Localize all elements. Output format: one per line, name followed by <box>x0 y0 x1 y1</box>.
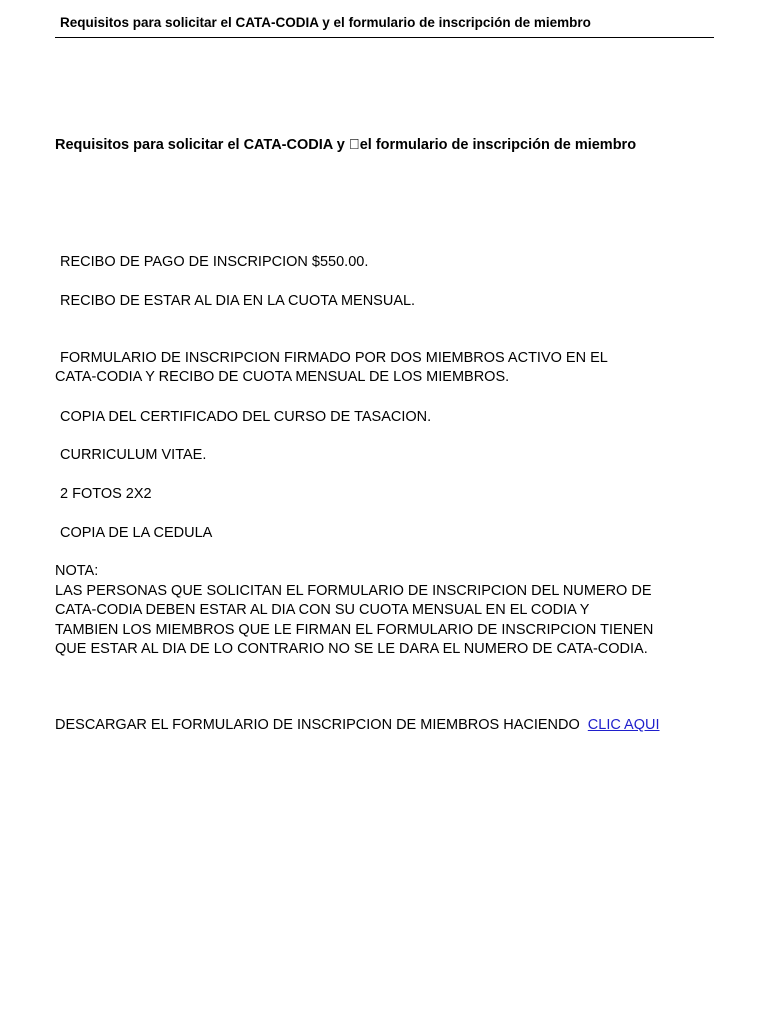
nota-line: CATA-CODIA DEBEN ESTAR AL DIA CON SU CUOTA MENSUAL EN EL CODIA Y <box>55 602 590 618</box>
document-heading: Requisitos para solicitar el CATA-CODIA y el formulario de inscripción de miembro <box>55 137 626 153</box>
page-header-title: Requisitos para solicitar el CATA-CODIA y el formulario de inscripción de miembro <box>60 15 591 30</box>
nota-section <box>55 562 653 660</box>
requirement-monthly-fee: RECIBO DE ESTAR AL DIA EN LA CUOTA MENSUAL. <box>60 293 416 309</box>
nota-line: TAMBIEN LOS MIEMBROS QUE LE FIRMAN EL FORMULARIO DE INSCRIPCION TIENEN <box>55 621 654 638</box>
requirement-certificate-copy: COPIA DEL CERTIFICADO DEL CURSO DE TASACION. <box>60 409 432 425</box>
requirement-signed-form-line2: CATA-CODIA Y RECIBO DE CUOTA MENSUAL DE LOS MIEMBROS. <box>55 369 510 385</box>
requirement-photos: 2 FOTOS 2X2 <box>60 486 152 502</box>
requirement-signed-form <box>55 349 608 387</box>
download-instructions <box>55 717 660 733</box>
download-form-link[interactable]: CLIC AQUI <box>587 717 660 733</box>
nota-line: QUE ESTAR AL DIA DE LO CONTRARIO NO SE LE DARA EL NUMERO DE CATA-CODIA. <box>55 641 648 657</box>
requirement-curriculum: CURRICULUM VITAE. <box>60 447 207 463</box>
nota-line: LAS PERSONAS QUE SOLICITAN EL FORMULARIO DE INSCRIPCION DEL NUMERO DE <box>55 582 652 599</box>
header-divider <box>55 37 714 38</box>
download-text: DESCARGAR EL FORMULARIO DE INSCRIPCION DE MIEMBROS HACIENDO <box>55 717 580 733</box>
requirement-signed-form-line1: FORMULARIO DE INSCRIPCION FIRMADO POR DOS MIEMBROS ACTIVO EN EL <box>60 350 608 366</box>
nota-label: NOTA: <box>55 563 99 579</box>
requirement-payment-receipt: RECIBO DE PAGO DE INSCRIPCION $550.00. <box>60 254 369 270</box>
requirement-id-copy: COPIA DE LA CEDULA <box>60 525 213 541</box>
